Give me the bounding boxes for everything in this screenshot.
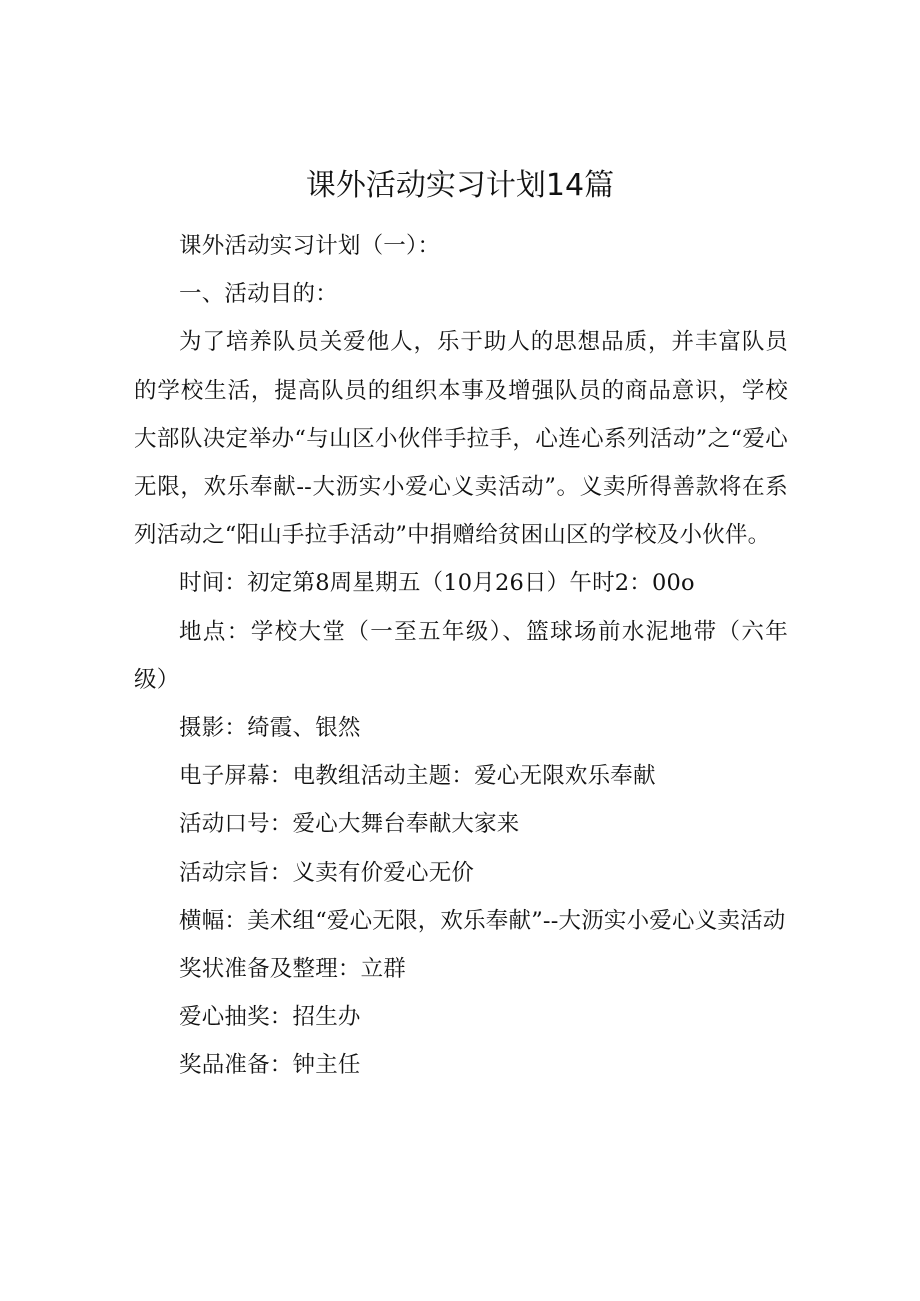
- section-heading-purpose: 一、活动目的：: [179, 281, 338, 308]
- photography-line: 摄影：绮霞、银然: [179, 715, 361, 742]
- banner-line: 横幅：美术组“爱心无限，欢乐奉献”--大沥实小爱心义卖活动: [179, 907, 786, 934]
- location-line: 地点：学校大堂（一至五年级）、篮球场前水泥地带（六年级）: [134, 618, 788, 693]
- plan-heading: 课外活动实习计划（一）：: [179, 233, 441, 259]
- prize-line: 奖品准备：钟主任: [179, 1052, 361, 1079]
- slogan-line: 活动口号：爱心大舞台奉献大家来: [179, 811, 520, 838]
- purpose-motto-line: 活动宗旨：义卖有价爱心无价: [179, 859, 475, 886]
- lottery-line: 爱心抽奖：招生办: [179, 1004, 361, 1031]
- document-title: 课外活动实习计划14篇: [305, 168, 615, 204]
- time-line: 时间：初定第8周星期五（10月26日）午时2：00o: [179, 570, 695, 597]
- certificate-line: 奖状准备及整理：立群: [179, 956, 407, 983]
- document-body: [134, 222, 788, 1090]
- purpose-paragraph: 为了培养队员关爱他人，乐于助人的思想品质，并丰富队员的学校生活，提高队员的组织本事及增强队员的商品意识，学校大部队决定举办“与山区小伙伴手拉手，心连心系列活动”之“爱心无限，欢乐奉献--大沥实小爱心义卖活动”。义卖所得善款将在系列活动之“阳山手拉手活动”中捐赠给贫困山区的学校及小伙伴。: [134, 329, 788, 549]
- screen-theme-line: 电子屏幕：电教组活动主题：爱心无限欢乐奉献: [179, 763, 656, 790]
